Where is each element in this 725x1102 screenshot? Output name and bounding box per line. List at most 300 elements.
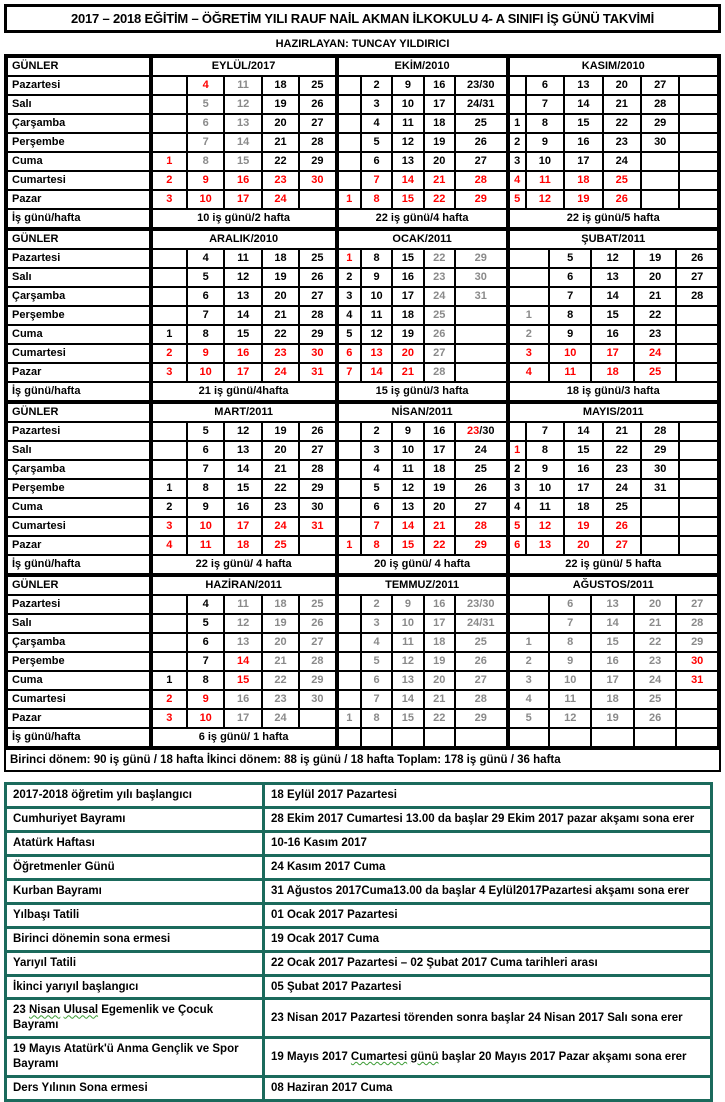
day-cell: 17 xyxy=(392,287,423,306)
day-cell: 16 xyxy=(224,690,261,709)
week-day-row xyxy=(7,460,718,479)
week-day-row xyxy=(7,325,718,344)
day-cell: 6 xyxy=(361,152,392,171)
day-cell: 7 xyxy=(361,171,392,190)
day-cell: 14 xyxy=(564,422,602,441)
month-header: HAZİRAN/2011 xyxy=(151,576,337,595)
day-cell: 2 xyxy=(508,652,549,671)
day-cell xyxy=(679,422,718,441)
day-cell: 21 xyxy=(634,287,676,306)
event-date: 28 Ekim 2017 Cumartesi 13.00 da başlar 29 Ekim 2017 pazar akşamı sona erer xyxy=(264,807,712,831)
day-cell xyxy=(151,422,187,441)
day-cell: 12 xyxy=(361,325,392,344)
day-cell: 28 xyxy=(641,95,679,114)
day-cell: 28 xyxy=(424,363,455,382)
week-day-row xyxy=(7,363,718,382)
event-date: 19 Mayıs 2017 Cumartesi günü başlar 20 Mayıs 2017 Pazar akşamı sona erer xyxy=(264,1038,712,1077)
day-cell: 27 xyxy=(676,268,718,287)
day-cell: 29 xyxy=(455,190,508,209)
day-label: Cuma xyxy=(7,325,151,344)
day-cell: 14 xyxy=(224,133,261,152)
day-cell: 7 xyxy=(187,460,224,479)
day-cell: 16 xyxy=(224,171,261,190)
day-cell: 30 xyxy=(299,344,336,363)
day-cell xyxy=(676,344,718,363)
day-cell: 23 xyxy=(634,652,676,671)
day-cell xyxy=(151,595,187,614)
day-cell: 25 xyxy=(603,498,641,517)
day-cell: 4 xyxy=(508,690,549,709)
day-cell: 25 xyxy=(634,363,676,382)
day-cell: 6 xyxy=(508,536,526,555)
day-cell: 17 xyxy=(224,517,261,536)
day-cell: 2 xyxy=(361,422,392,441)
day-cell: 19 xyxy=(634,249,676,268)
day-cell: 10 xyxy=(361,287,392,306)
day-cell: 26 xyxy=(676,249,718,268)
day-cell: 29 xyxy=(299,152,336,171)
day-cell xyxy=(508,268,549,287)
day-cell: 12 xyxy=(591,249,633,268)
day-cell: 2 xyxy=(361,76,392,95)
day-cell: 29 xyxy=(641,441,679,460)
month-header: ARALIK/2010 xyxy=(151,230,337,249)
day-cell: 23/30 xyxy=(455,595,508,614)
month-header: KASIM/2010 xyxy=(508,57,718,76)
week-day-row xyxy=(7,268,718,287)
day-cell xyxy=(337,171,361,190)
month-header: NİSAN/2011 xyxy=(337,403,508,422)
event-label: Kurban Bayramı xyxy=(6,879,264,903)
day-cell: 28 xyxy=(455,517,508,536)
workdays-empty-cell xyxy=(392,728,423,747)
day-cell: 18 xyxy=(564,171,602,190)
day-cell: 26 xyxy=(603,517,641,536)
day-cell: 29 xyxy=(455,709,508,728)
day-cell: 21 xyxy=(262,652,299,671)
workdays-empty-cell xyxy=(455,728,508,747)
day-cell xyxy=(508,287,549,306)
day-cell: 7 xyxy=(549,614,591,633)
day-cell xyxy=(299,709,336,728)
day-cell: 9 xyxy=(361,268,392,287)
day-cell: 12 xyxy=(224,268,261,287)
day-cell xyxy=(679,460,718,479)
day-cell: 19 xyxy=(424,652,455,671)
day-cell: 29 xyxy=(676,633,718,652)
event-label: Öğretmenler Günü xyxy=(6,855,264,879)
workdays-value: 22 iş günü/ 4 hafta xyxy=(151,555,337,574)
day-label: Pazartesi xyxy=(7,595,151,614)
day-label: Perşembe xyxy=(7,479,151,498)
day-cell: 20 xyxy=(424,498,455,517)
day-cell: 25 xyxy=(455,114,508,133)
calendar-section-4 xyxy=(6,575,719,748)
day-label: Salı xyxy=(7,441,151,460)
day-label: Pazar xyxy=(7,709,151,728)
day-cell: 11 xyxy=(526,498,564,517)
day-cell xyxy=(337,479,361,498)
day-label: Pazartesi xyxy=(7,422,151,441)
day-cell: 15 xyxy=(392,249,423,268)
event-date: 22 Ocak 2017 Pazartesi – 02 Şubat 2017 Cuma tarihleri arası xyxy=(264,951,712,975)
day-cell xyxy=(337,595,361,614)
day-cell: 12 xyxy=(392,652,423,671)
day-cell: 7 xyxy=(526,422,564,441)
workdays-empty-cell xyxy=(676,728,718,747)
day-cell: 13 xyxy=(224,633,261,652)
day-cell: 12 xyxy=(224,422,261,441)
day-cell xyxy=(151,95,187,114)
day-cell: 27 xyxy=(299,287,336,306)
day-cell: 19 xyxy=(392,325,423,344)
day-cell: 10 xyxy=(187,709,224,728)
day-cell: 26 xyxy=(299,268,336,287)
day-cell xyxy=(641,190,679,209)
day-cell: 7 xyxy=(549,287,591,306)
day-label: Çarşamba xyxy=(7,460,151,479)
day-label: Perşembe xyxy=(7,306,151,325)
workdays-row xyxy=(7,382,718,401)
day-cell: 5 xyxy=(361,133,392,152)
day-cell: 10 xyxy=(549,344,591,363)
day-cell: 11 xyxy=(549,363,591,382)
day-cell: 12 xyxy=(224,95,261,114)
day-cell: 30 xyxy=(641,460,679,479)
event-row xyxy=(6,975,712,999)
day-cell: 22 xyxy=(424,249,455,268)
day-cell: 30 xyxy=(299,498,336,517)
workdays-label: İş günü/hafta xyxy=(7,382,151,401)
day-cell: 6 xyxy=(337,344,361,363)
day-cell: 16 xyxy=(224,498,261,517)
day-cell: 22 xyxy=(634,633,676,652)
day-cell: 11 xyxy=(392,460,423,479)
month-header: MART/2011 xyxy=(151,403,337,422)
day-cell: 8 xyxy=(187,325,224,344)
workdays-empty-cell xyxy=(508,728,549,747)
workdays-empty-cell xyxy=(549,728,591,747)
day-label: Perşembe xyxy=(7,133,151,152)
day-cell: 15 xyxy=(591,633,633,652)
day-cell: 14 xyxy=(224,306,261,325)
day-cell: 18 xyxy=(262,76,299,95)
day-cell: 9 xyxy=(526,460,564,479)
day-cell xyxy=(676,306,718,325)
day-cell: 26 xyxy=(455,479,508,498)
day-cell: 24 xyxy=(603,152,641,171)
day-cell: 26 xyxy=(424,325,455,344)
day-cell: 28 xyxy=(299,306,336,325)
day-cell xyxy=(337,76,361,95)
week-day-row xyxy=(7,133,718,152)
day-cell: 19 xyxy=(564,517,602,536)
day-cell: 27 xyxy=(455,498,508,517)
day-cell: 19 xyxy=(262,422,299,441)
day-cell: 1 xyxy=(508,441,526,460)
day-cell xyxy=(508,76,526,95)
day-cell: 9 xyxy=(549,325,591,344)
day-cell: 10 xyxy=(187,190,224,209)
prepared-by-subtitle: HAZIRLAYAN: TUNCAY YILDIRICI xyxy=(275,38,450,50)
day-cell: 13 xyxy=(526,536,564,555)
day-cell: 10 xyxy=(392,441,423,460)
day-cell: 23 xyxy=(262,171,299,190)
day-cell: 5 xyxy=(337,325,361,344)
day-cell: 13 xyxy=(392,152,423,171)
day-cell: 13 xyxy=(224,287,261,306)
day-cell xyxy=(299,536,336,555)
day-cell: 8 xyxy=(187,671,224,690)
day-cell xyxy=(337,633,361,652)
day-cell: 6 xyxy=(361,498,392,517)
day-cell: 11 xyxy=(392,114,423,133)
day-cell xyxy=(455,306,508,325)
week-day-row xyxy=(7,114,718,133)
day-cell xyxy=(679,95,718,114)
event-label: Birinci dönemin sona ermesi xyxy=(6,927,264,951)
day-cell: 9 xyxy=(187,344,224,363)
day-cell: 3 xyxy=(508,479,526,498)
day-cell: 8 xyxy=(549,306,591,325)
day-cell: 24 xyxy=(455,441,508,460)
day-cell: 27 xyxy=(455,152,508,171)
day-cell xyxy=(151,133,187,152)
day-cell xyxy=(679,536,718,555)
day-cell: 4 xyxy=(187,595,224,614)
day-cell: 16 xyxy=(392,268,423,287)
school-calendar xyxy=(4,54,721,772)
workdays-empty-cell xyxy=(634,728,676,747)
day-cell xyxy=(151,306,187,325)
week-day-row xyxy=(7,441,718,460)
day-cell xyxy=(151,287,187,306)
event-label: Yarıyıl Tatili xyxy=(6,951,264,975)
day-cell: 23 xyxy=(603,133,641,152)
day-cell: 11 xyxy=(549,690,591,709)
day-cell: 27 xyxy=(299,633,336,652)
day-cell: 18 xyxy=(224,536,261,555)
workdays-label: İş günü/hafta xyxy=(7,209,151,228)
day-cell: 9 xyxy=(187,171,224,190)
day-label: Salı xyxy=(7,614,151,633)
week-day-row xyxy=(7,709,718,728)
day-cell: 5 xyxy=(508,517,526,536)
month-header: TEMMUZ/2011 xyxy=(337,576,508,595)
day-cell: 16 xyxy=(591,652,633,671)
day-cell: 12 xyxy=(526,517,564,536)
spellcheck-squiggle: Nisan xyxy=(29,1004,61,1017)
day-cell: 2 xyxy=(151,498,187,517)
day-cell: 5 xyxy=(508,190,526,209)
day-cell: 10 xyxy=(392,614,423,633)
calendar-section-1 xyxy=(6,56,719,229)
day-cell: 23/30 xyxy=(455,76,508,95)
day-cell: 7 xyxy=(187,133,224,152)
day-cell: 28 xyxy=(299,133,336,152)
day-cell: 13 xyxy=(392,498,423,517)
event-label: 23 Nisan Ulusal Egemenlik ve Çocuk Bayramı xyxy=(6,999,264,1038)
day-cell xyxy=(151,460,187,479)
day-cell: 5 xyxy=(187,614,224,633)
day-cell: 9 xyxy=(187,690,224,709)
day-cell xyxy=(455,344,508,363)
day-cell: 5 xyxy=(361,652,392,671)
day-cell: 5 xyxy=(187,95,224,114)
day-cell xyxy=(455,325,508,344)
day-cell: 28 xyxy=(299,652,336,671)
event-row xyxy=(6,999,712,1038)
day-cell: 18 xyxy=(591,363,633,382)
day-cell: 21 xyxy=(603,95,641,114)
day-cell: 2 xyxy=(361,595,392,614)
day-label: Çarşamba xyxy=(7,114,151,133)
week-day-row xyxy=(7,633,718,652)
day-cell: 19 xyxy=(591,709,633,728)
day-cell: 16 xyxy=(424,595,455,614)
day-cell: 19 xyxy=(564,190,602,209)
month-header: AĞUSTOS/2011 xyxy=(508,576,718,595)
day-cell: 1 xyxy=(508,114,526,133)
event-label: Cumhuriyet Bayramı xyxy=(6,807,264,831)
day-cell: 17 xyxy=(424,95,455,114)
day-cell: 10 xyxy=(392,95,423,114)
day-cell: 25 xyxy=(262,536,299,555)
day-cell: 22 xyxy=(262,671,299,690)
week-day-row xyxy=(7,76,718,95)
day-cell: 1 xyxy=(151,325,187,344)
day-cell: 8 xyxy=(549,633,591,652)
day-cell: 25 xyxy=(424,306,455,325)
week-day-row xyxy=(7,479,718,498)
month-header-row xyxy=(7,403,718,422)
event-row xyxy=(6,879,712,903)
day-cell xyxy=(508,595,549,614)
event-label: İkinci yarıyıl başlangıcı xyxy=(6,975,264,999)
event-row xyxy=(6,927,712,951)
day-cell: 20 xyxy=(564,536,602,555)
event-date: 23 Nisan 2017 Pazartesi törenden sonra başlar 24 Nisan 2017 Salı sona erer xyxy=(264,999,712,1038)
week-day-row xyxy=(7,344,718,363)
day-cell: 20 xyxy=(262,114,299,133)
day-cell: 5 xyxy=(508,709,549,728)
day-cell: 2 xyxy=(337,268,361,287)
day-cell xyxy=(641,536,679,555)
day-cell: 25 xyxy=(603,171,641,190)
day-cell: 1 xyxy=(337,709,361,728)
day-cell: 7 xyxy=(361,690,392,709)
day-cell: 24/31 xyxy=(455,614,508,633)
month-header: OCAK/2011 xyxy=(337,230,508,249)
day-cell: 6 xyxy=(187,441,224,460)
day-cell: 7 xyxy=(526,95,564,114)
day-cell: 17 xyxy=(224,709,261,728)
week-day-row xyxy=(7,95,718,114)
event-date: 19 Ocak 2017 Cuma xyxy=(264,927,712,951)
day-cell: 15 xyxy=(564,114,602,133)
event-label: Atatürk Haftası xyxy=(6,831,264,855)
event-date: 10-16 Kasım 2017 xyxy=(264,831,712,855)
day-cell: 26 xyxy=(455,133,508,152)
events-table xyxy=(4,782,713,1102)
day-cell: 9 xyxy=(549,652,591,671)
day-cell: 6 xyxy=(549,595,591,614)
day-cell: 31 xyxy=(676,671,718,690)
day-cell: 29 xyxy=(299,325,336,344)
event-row xyxy=(6,807,712,831)
day-cell: 31 xyxy=(455,287,508,306)
day-cell xyxy=(337,133,361,152)
day-cell: 11 xyxy=(187,536,224,555)
day-cell: 2 xyxy=(151,690,187,709)
workdays-empty-cell xyxy=(337,728,361,747)
workdays-row xyxy=(7,728,718,747)
day-cell: 27 xyxy=(424,344,455,363)
day-cell xyxy=(151,268,187,287)
day-cell: 21 xyxy=(262,460,299,479)
day-cell: 6 xyxy=(361,671,392,690)
day-cell: 20 xyxy=(262,633,299,652)
event-label: Yılbaşı Tatili xyxy=(6,903,264,927)
spellcheck-squiggle: günü xyxy=(410,1050,439,1063)
week-day-row xyxy=(7,595,718,614)
day-cell: 2 xyxy=(508,133,526,152)
day-cell xyxy=(679,479,718,498)
day-cell: 24 xyxy=(262,709,299,728)
week-day-row xyxy=(7,171,718,190)
day-cell: 11 xyxy=(361,306,392,325)
day-cell: 2 xyxy=(151,344,187,363)
day-cell: 3 xyxy=(151,709,187,728)
days-column-header: GÜNLER xyxy=(7,403,151,422)
event-row xyxy=(6,855,712,879)
day-cell: 1 xyxy=(151,152,187,171)
month-header-row xyxy=(7,576,718,595)
day-cell: 14 xyxy=(361,363,392,382)
day-cell: 1 xyxy=(151,479,187,498)
day-cell: 30 xyxy=(641,133,679,152)
day-cell: 15 xyxy=(591,306,633,325)
day-cell: 22 xyxy=(424,709,455,728)
event-date: 08 Haziran 2017 Cuma xyxy=(264,1077,712,1101)
day-cell: 4 xyxy=(361,633,392,652)
day-cell: 26 xyxy=(455,652,508,671)
event-date: 24 Kasım 2017 Cuma xyxy=(264,855,712,879)
day-cell: 4 xyxy=(187,249,224,268)
day-cell xyxy=(679,498,718,517)
workdays-value: 22 iş günü/4 hafta xyxy=(337,209,508,228)
day-cell: 29 xyxy=(641,114,679,133)
day-cell: 1 xyxy=(337,249,361,268)
day-cell: 25 xyxy=(455,460,508,479)
day-cell: 3 xyxy=(508,152,526,171)
workdays-value: 6 iş günü/ 1 hafta xyxy=(151,728,337,747)
day-cell: 27 xyxy=(641,76,679,95)
workdays-empty-cell xyxy=(361,728,392,747)
event-row xyxy=(6,831,712,855)
day-cell: 24 xyxy=(262,363,299,382)
week-day-row xyxy=(7,690,718,709)
day-cell: 4 xyxy=(508,498,526,517)
spellcheck-squiggle: Cumartesi xyxy=(350,1050,408,1063)
day-cell: 9 xyxy=(526,133,564,152)
day-cell: 28 xyxy=(455,690,508,709)
week-day-row xyxy=(7,249,718,268)
day-cell: 24 xyxy=(262,517,299,536)
day-cell: 28 xyxy=(641,422,679,441)
day-cell: 22 xyxy=(262,325,299,344)
day-cell: 11 xyxy=(224,595,261,614)
